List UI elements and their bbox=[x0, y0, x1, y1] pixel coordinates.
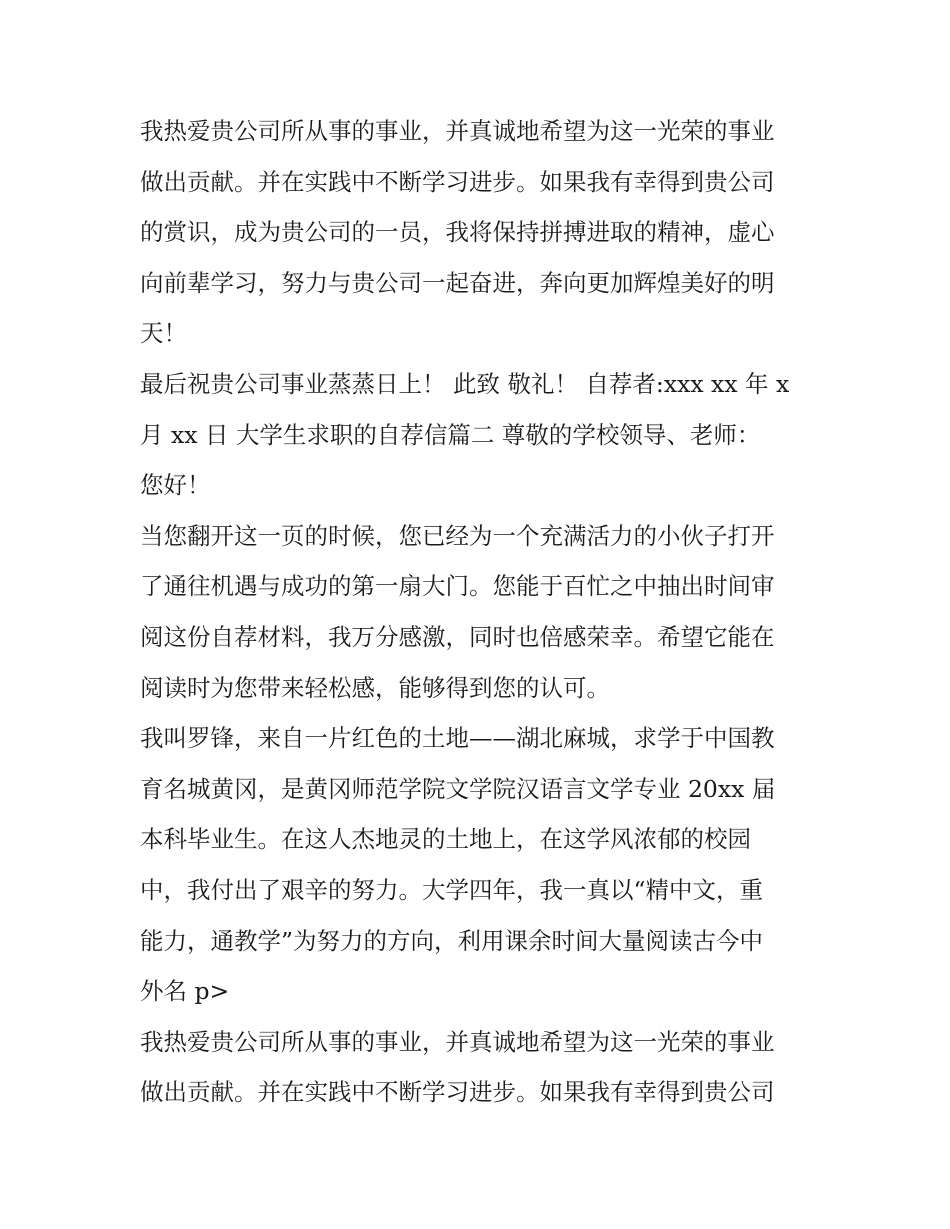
text-line: 做出贡献。并在实践中不断学习进步。如果我有幸得到贵公司 bbox=[140, 167, 775, 196]
text-line: 做出贡献。并在实践中不断学习进步。如果我有幸得到贵公司 bbox=[140, 1078, 775, 1107]
text-line: 阅读时为您带来轻松感，能够得到您的认可。 bbox=[140, 673, 610, 702]
text-line: 外名 p> bbox=[140, 977, 230, 1006]
text-line: 本科毕业生。在这人杰地灵的土地上，在这学风浓郁的校园 bbox=[140, 825, 751, 854]
text-line: 的赏识，成为贵公司的一员，我将保持拼搏进取的精神，虚心 bbox=[140, 218, 775, 247]
text-line: 月 xx 日 大学生求职的自荐信篇二 尊敬的学校领导、老师： bbox=[140, 420, 761, 449]
text-line: 我热爱贵公司所从事的事业，并真诚地希望为这一光荣的事业 bbox=[140, 117, 775, 145]
text-line: 向前辈学习，努力与贵公司一起奋进，奔向更加辉煌美好的明 bbox=[140, 268, 775, 297]
text-line: 阅这份自荐材料，我万分感激，同时也倍感荣幸。希望它能在 bbox=[140, 622, 775, 651]
text-line: 了通往机遇与成功的第一扇大门。您能于百忙之中抽出时间审 bbox=[140, 572, 775, 601]
text-line: 中，我付出了艰辛的努力。大学四年，我一真以“精中文，重 bbox=[140, 875, 764, 904]
text-line: 最后祝贵公司事业蒸蒸日上！ 此致 敬礼！ 自荐者:xxx xx 年 x bbox=[140, 369, 790, 398]
text-line: 天！ bbox=[140, 319, 187, 348]
text-line: 当您翻开这一页的时候，您已经为一个充满活力的小伙子打开 bbox=[140, 521, 775, 550]
text-line: 您好！ bbox=[140, 471, 211, 500]
text-line: 我叫罗锋，来自一片红色的土地——湖北麻城，求学于中国教 bbox=[140, 724, 775, 753]
document-body bbox=[140, 106, 820, 1118]
text-line: 育名城黄冈，是黄冈师范学院文学院汉语言文学专业 20xx 届 bbox=[140, 774, 776, 803]
text-line: 能力，通教学”为努力的方向，利用课余时间大量阅读古今中 bbox=[140, 926, 764, 955]
text-line: 我热爱贵公司所从事的事业，并真诚地希望为这一光荣的事业 bbox=[140, 1027, 775, 1056]
